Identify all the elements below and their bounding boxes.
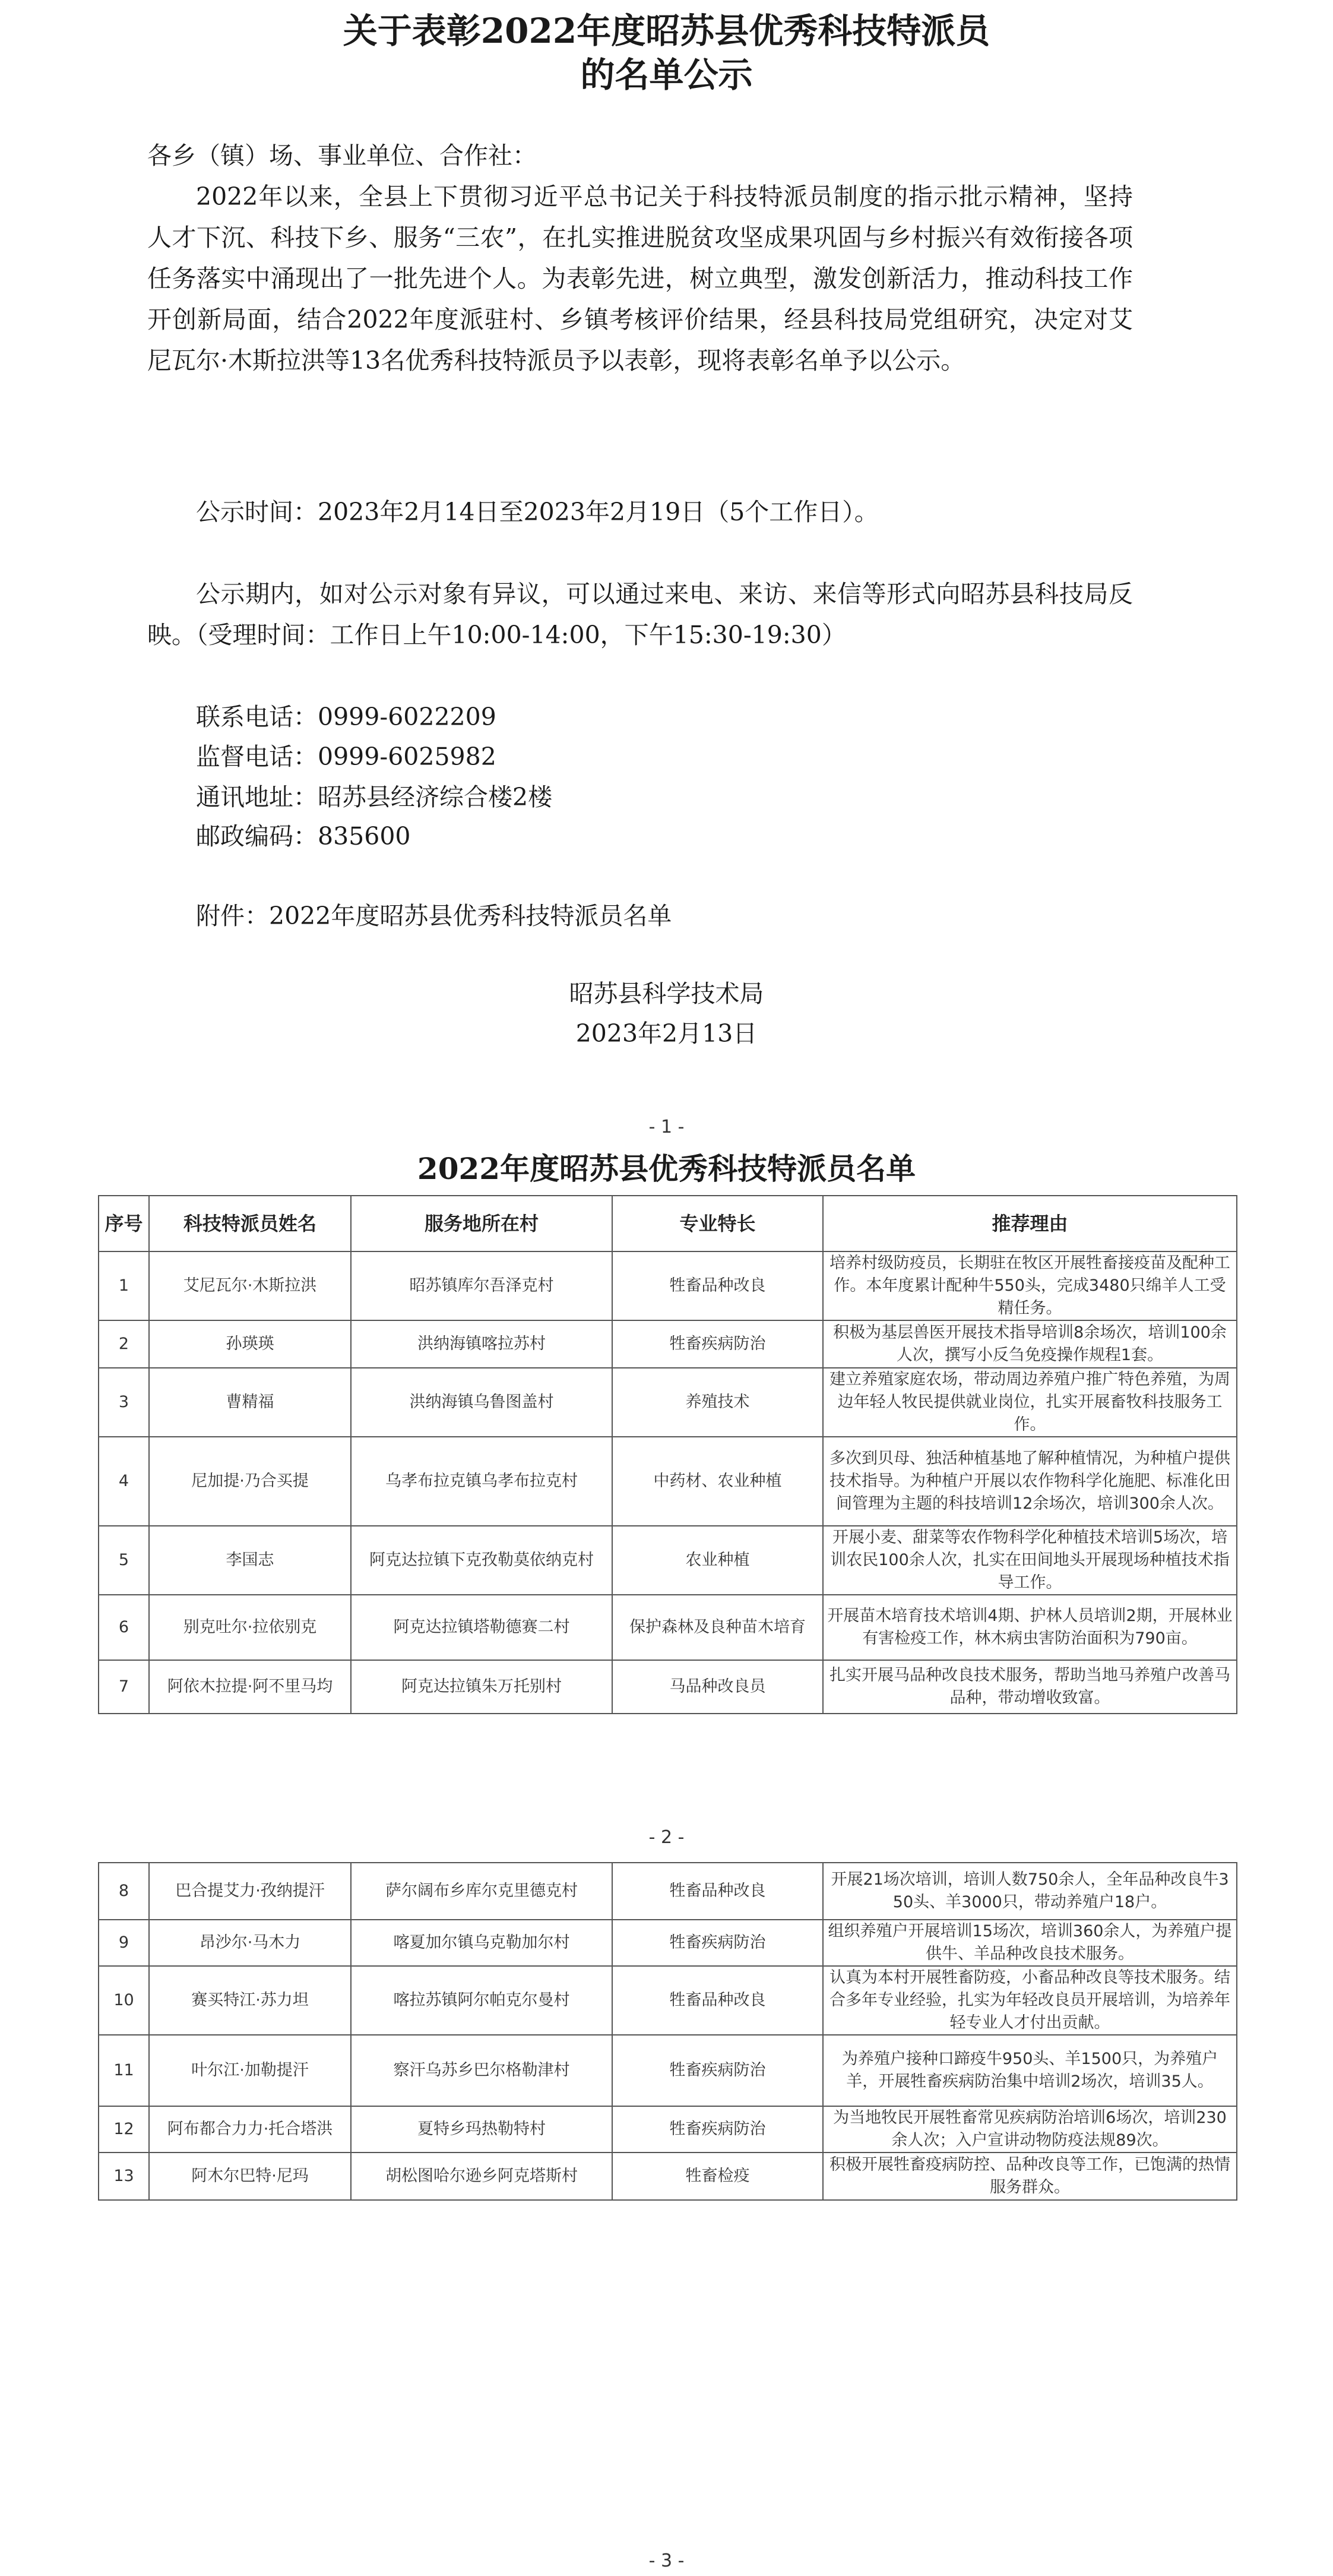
row-no: 4	[99, 1437, 149, 1526]
row-no: 6	[99, 1595, 149, 1660]
row-no: 12	[99, 2106, 149, 2153]
list-title: 2022年度昭苏县优秀科技特派员名单	[417, 1151, 916, 1186]
row-village: 察汗乌苏乡巴尔格勒津村	[351, 2035, 612, 2106]
row-specialty: 牲畜疾病防治	[612, 1320, 823, 1368]
header-reason: 推荐理由	[823, 1196, 1237, 1251]
row-reason: 认真为本村开展牲畜防疫，小畜品种改良等技术服务。结合多年专业经验，扎实为年轻改良员开展培训，为培养年轻专业人才付出贡献。	[823, 1966, 1237, 2035]
row-village: 阿克达拉镇塔勒德赛二村	[351, 1595, 612, 1660]
body-paragraph: 2022年以来，全县上下贯彻习近平总书记关于科技特派员制度的指示批示精神，坚持人才下沉、科技下乡、服务“三农”，在扎实推进脱贫攻坚成果巩固与乡村振兴有效衔接各项任务落实中涌现出了一批先进个人。为表彰先进，树立典型，激发创新活力，推动科技工作开创新局面，结合2022年度派驻村、乡镇考核评价结果，经县科技局党组研究，决定对艾尼瓦尔·木斯拉洪等13名优秀科技特派员予以表彰，现将表彰名单予以公示。	[147, 182, 1133, 375]
attachment: 附件：2022年度昭苏县优秀科技特派员名单	[196, 902, 672, 930]
table-row	[99, 1920, 1237, 1966]
table-row	[99, 1368, 1237, 1437]
header-name: 科技特派员姓名	[149, 1196, 351, 1251]
supervision-phone: 监督电话：0999-6025982	[196, 742, 496, 771]
row-name: 曹精福	[149, 1368, 351, 1437]
recognition-table-part1	[98, 1195, 1237, 1714]
page-number-2: - 2 -	[648, 1827, 685, 1848]
row-no: 11	[99, 2035, 149, 2106]
row-specialty: 牲畜疾病防治	[612, 2035, 823, 2106]
table-row	[99, 1863, 1237, 1920]
row-name: 赛买特江·苏力坦	[149, 1966, 351, 2035]
row-reason: 为当地牧民开展牲畜常见疾病防治培训6场次，培训230余人次；入户宣讲动物防疫法规89次。	[823, 2106, 1237, 2153]
row-village: 洪纳海镇喀拉苏村	[351, 1320, 612, 1368]
row-village: 阿克达拉镇下克孜勒莫依纳克村	[351, 1526, 612, 1595]
row-no: 9	[99, 1920, 149, 1966]
row-reason: 组织养殖户开展培训15场次，培训360余人，为养殖户提供牛、羊品种改良技术服务。	[823, 1920, 1237, 1966]
header-village: 服务地所在村	[351, 1196, 612, 1251]
row-village: 萨尔阔布乡库尔克里德克村	[351, 1863, 612, 1920]
row-name: 叶尔江·加勒提汗	[149, 2035, 351, 2106]
row-reason: 扎实开展马品种改良技术服务，帮助当地马养殖户改善马品种，带动增收致富。	[823, 1660, 1237, 1714]
table-row	[99, 1526, 1237, 1595]
row-name: 孙瑛瑛	[149, 1320, 351, 1368]
row-reason: 积极开展牲畜疫病防控、品种改良等工作，已饱满的热情服务群众。	[823, 2153, 1237, 2200]
postcode: 邮政编码：835600	[196, 822, 411, 851]
table-row	[99, 2153, 1237, 2200]
row-no: 3	[99, 1368, 149, 1437]
row-name: 阿布都合力力·托合塔洪	[149, 2106, 351, 2153]
row-no: 5	[99, 1526, 149, 1595]
row-reason: 开展小麦、甜菜等农作物科学化种植技术培训5场次，培训农民100余人次，扎实在田间地头开展现场种植技术指导工作。	[823, 1526, 1237, 1595]
row-reason: 积极为基层兽医开展技术指导培训8余场次，培训100余人次，撰写小反刍免疫操作规程1套。	[823, 1320, 1237, 1368]
row-name: 阿木尔巴特·尼玛	[149, 2153, 351, 2200]
publicity-time: 公示时间：2023年2月14日至2023年2月19日（5个工作日）。	[196, 498, 879, 526]
notice-title-line1: 关于表彰2022年度昭苏县优秀科技特派员	[343, 11, 990, 51]
row-name: 尼加提·乃合买提	[149, 1437, 351, 1526]
table-row	[99, 1251, 1237, 1320]
row-village: 阿克达拉镇朱万托别村	[351, 1660, 612, 1714]
row-village: 夏特乡玛热勒特村	[351, 2106, 612, 2153]
row-no: 2	[99, 1320, 149, 1368]
contact-phone: 联系电话：0999-6022209	[196, 703, 496, 731]
row-village: 喀夏加尔镇乌克勒加尔村	[351, 1920, 612, 1966]
row-specialty: 马品种改良员	[612, 1660, 823, 1714]
row-name: 巴合提艾力·孜纳提汗	[149, 1863, 351, 1920]
row-village: 昭苏镇库尔吾泽克村	[351, 1251, 612, 1320]
row-village: 乌孝布拉克镇乌孝布拉克村	[351, 1437, 612, 1526]
header-no: 序号	[99, 1196, 149, 1251]
page-number-1: - 1 -	[648, 1117, 685, 1137]
row-reason: 开展苗木培育技术培训4期、护林人员培训2期，开展林业有害检疫工作，林木病虫害防治面积为790亩。	[823, 1595, 1237, 1660]
notice-title-line2: 的名单公示	[580, 55, 753, 95]
row-village: 胡松图哈尔逊乡阿克塔斯村	[351, 2153, 612, 2200]
page-number-3: - 3 -	[648, 2550, 685, 2571]
row-specialty: 农业种植	[612, 1526, 823, 1595]
row-name: 昂沙尔·马木力	[149, 1920, 351, 1966]
salutation: 各乡（镇）场、事业单位、合作社：	[147, 141, 537, 170]
row-name: 阿依木拉提·阿不里马均	[149, 1660, 351, 1714]
row-no: 8	[99, 1863, 149, 1920]
header-specialty: 专业特长	[612, 1196, 823, 1251]
row-specialty: 牲畜品种改良	[612, 1251, 823, 1320]
row-reason: 建立养殖家庭农场，带动周边养殖户推广特色养殖，为周边年轻人牧民提供就业岗位，扎实开展畜牧科技服务工作。	[823, 1368, 1237, 1437]
row-name: 艾尼瓦尔·木斯拉洪	[149, 1251, 351, 1320]
row-reason: 开展21场次培训，培训人数750余人，全年品种改良牛350头、羊3000只，带动养殖户18户。	[823, 1863, 1237, 1920]
row-specialty: 牲畜疾病防治	[612, 1920, 823, 1966]
table-row	[99, 1437, 1237, 1526]
recognition-table-part2	[98, 1862, 1237, 2201]
table-row	[99, 2106, 1237, 2153]
row-no: 1	[99, 1251, 149, 1320]
address: 通讯地址：昭苏县经济综合楼2楼	[196, 783, 553, 811]
table-header-row	[99, 1196, 1237, 1251]
row-no: 13	[99, 2153, 149, 2200]
row-specialty: 中药材、农业种植	[612, 1437, 823, 1526]
issue-date: 2023年2月13日	[575, 1019, 758, 1048]
row-specialty: 保护森林及良种苗木培育	[612, 1595, 823, 1660]
row-specialty: 养殖技术	[612, 1368, 823, 1437]
row-specialty: 牲畜检疫	[612, 2153, 823, 2200]
row-specialty: 牲畜疾病防治	[612, 2106, 823, 2153]
row-reason: 培养村级防疫员，长期驻在牧区开展牲畜接疫苗及配种工作。本年度累计配种牛550头，完成3480只绵羊人工受精任务。	[823, 1251, 1237, 1320]
issuer: 昭苏县科学技术局	[569, 979, 764, 1008]
row-no: 7	[99, 1660, 149, 1714]
row-name: 别克吐尔·拉依别克	[149, 1595, 351, 1660]
row-name: 李国志	[149, 1526, 351, 1595]
row-village: 洪纳海镇乌鲁图盖村	[351, 1368, 612, 1437]
table-row	[99, 1966, 1237, 2035]
objection-paragraph: 公示期内，如对公示对象有异议，可以通过来电、来访、来信等形式向昭苏县科技局反映。（受理时间：工作日上午10:00-14:00，下午15:30-19:30）	[147, 580, 1133, 649]
row-specialty: 牲畜品种改良	[612, 1863, 823, 1920]
row-reason: 为养殖户接种口蹄疫牛950头、羊1500只，为养殖户羊，开展牲畜疾病防治集中培训2场次，培训35人。	[823, 2035, 1237, 2106]
table-row	[99, 2035, 1237, 2106]
table-row	[99, 1660, 1237, 1714]
row-no: 10	[99, 1966, 149, 2035]
row-reason: 多次到贝母、独活种植基地了解种植情况，为种植户提供技术指导。为种植户开展以农作物科学化施肥、标准化田间管理为主题的科技培训12余场次，培训300余人次。	[823, 1437, 1237, 1526]
table-row	[99, 1320, 1237, 1368]
row-specialty: 牲畜品种改良	[612, 1966, 823, 2035]
row-village: 喀拉苏镇阿尔帕克尔曼村	[351, 1966, 612, 2035]
table-row	[99, 1595, 1237, 1660]
